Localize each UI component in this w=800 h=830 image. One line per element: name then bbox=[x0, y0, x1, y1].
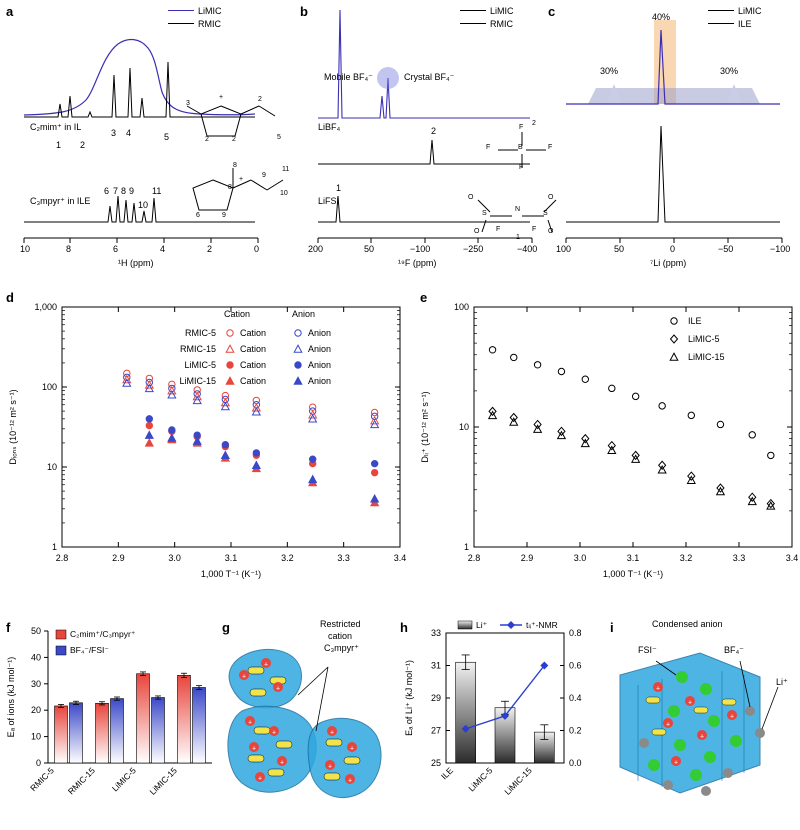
b-bf4-num: 2 bbox=[532, 120, 536, 127]
panel-d-point bbox=[309, 476, 317, 483]
panel-e-point bbox=[659, 403, 665, 409]
a-peak-4: 4 bbox=[126, 128, 132, 138]
panel-h-ylabel: Eₐ of Li⁺ (kJ mol⁻¹) bbox=[404, 660, 414, 736]
panel-d-xtick-label: 3.4 bbox=[393, 553, 407, 563]
b-bf4-f4: F bbox=[519, 164, 524, 171]
panel-d-point bbox=[371, 469, 377, 475]
svg-text:+: + bbox=[349, 745, 355, 753]
panel-h-legend-label-line: tₗᵢ⁺-NMR bbox=[526, 620, 558, 630]
svg-text:+: + bbox=[263, 661, 269, 669]
panel-label-e: e bbox=[420, 290, 428, 305]
panel-d-point bbox=[253, 450, 259, 456]
panel-d-legend-marker-cation bbox=[227, 362, 233, 368]
b-fsi-f1: F bbox=[496, 226, 501, 233]
panel-h-ytick-label: 31 bbox=[430, 660, 441, 671]
c-label-30-left: 30% bbox=[600, 66, 619, 76]
b-peak-2: 2 bbox=[431, 126, 437, 136]
panel-f-bar bbox=[178, 675, 191, 763]
panel-e-xtick-label: 3.0 bbox=[573, 553, 587, 563]
a-peak-11: 11 bbox=[152, 186, 162, 196]
svg-text:+: + bbox=[699, 733, 705, 741]
c-label-30-right: 30% bbox=[720, 66, 739, 76]
legend-label-rmic-a: RMIC bbox=[198, 18, 221, 29]
panel-e-ytick-label: 1 bbox=[463, 542, 469, 552]
panel-e-xtick-label: 3.2 bbox=[679, 553, 693, 563]
panel-d-legend-marker-cation bbox=[227, 330, 233, 336]
panel-d-legend-cation-text: Cation bbox=[240, 360, 267, 370]
panel-e-ylabel: Dₗᵢ⁺ (10⁻¹² m² s⁻¹) bbox=[420, 391, 430, 463]
panel-h-ytick-right-label: 0.8 bbox=[569, 628, 582, 638]
panel-f-ytick-label: 0 bbox=[35, 758, 41, 768]
a-peak-1: 1 bbox=[56, 140, 62, 150]
panel-f-bar bbox=[152, 698, 165, 763]
panel-f-bar bbox=[111, 699, 124, 763]
panel-f-ytick-label: 20 bbox=[30, 705, 41, 716]
svg-text:+: + bbox=[257, 775, 263, 783]
a-struct1-n3: 2 bbox=[258, 96, 262, 103]
legend-swatch-ile-c bbox=[708, 23, 734, 24]
panel-h-ytick-right-label: 0.2 bbox=[569, 725, 582, 736]
panel-d-point bbox=[169, 427, 175, 433]
panel-d-legend-marker-anion bbox=[294, 377, 302, 384]
panel-g-svg bbox=[220, 615, 400, 830]
panel-d-point bbox=[168, 434, 176, 441]
b-bf4-f2: F bbox=[548, 144, 553, 151]
panel-label-b: b bbox=[300, 4, 308, 19]
a-struct2-n8: 8 bbox=[228, 184, 232, 191]
panel-e-legend-label: LiMIC-5 bbox=[688, 334, 720, 344]
panel-d-legend-col-anion: Anion bbox=[292, 309, 316, 319]
b-trace1-label: LiBF₄ bbox=[318, 122, 341, 132]
b-bf4-f1: F bbox=[486, 144, 491, 151]
panel-h-svg bbox=[400, 615, 610, 830]
panel-d-xtick-label: 3.0 bbox=[168, 553, 181, 563]
panel-e-legend-marker bbox=[671, 335, 678, 343]
b-fsi-o3: O bbox=[474, 228, 480, 235]
panel-d-ylabel: Dᵢₒₙₛ (10⁻¹² m² s⁻¹) bbox=[8, 389, 18, 465]
panel-d-legend-marker-anion bbox=[295, 330, 301, 336]
panel-e-xtick-label: 3.3 bbox=[732, 553, 746, 563]
a-struct1-n4: 3 bbox=[186, 100, 190, 107]
b-bf4-b: B bbox=[518, 144, 523, 151]
panel-i-schematic-condensed-anion bbox=[610, 615, 800, 830]
svg-text:+: + bbox=[241, 673, 247, 681]
domain-blob-2 bbox=[228, 706, 316, 792]
a-peak-9: 9 bbox=[129, 186, 135, 196]
panel-d-legend-anion-text: Anion bbox=[308, 344, 332, 354]
panel-f-ytick-label: 50 bbox=[30, 626, 41, 636]
a-xtick-1: 8 bbox=[66, 244, 72, 254]
b-xlabel: ¹⁹F (ppm) bbox=[398, 258, 437, 268]
g-ann-line1: Restricted bbox=[320, 619, 361, 629]
panel-e-point bbox=[717, 421, 723, 427]
panel-d-legend-row-label: RMIC-15 bbox=[179, 344, 216, 354]
a-peak-3: 3 bbox=[111, 128, 117, 138]
b-xtick-3: −250 bbox=[463, 244, 484, 254]
c-xlabel: ⁷Li (ppm) bbox=[650, 258, 687, 268]
svg-text:+: + bbox=[275, 685, 281, 693]
structure-c2mim bbox=[185, 88, 295, 168]
svg-text:+: + bbox=[327, 763, 333, 771]
a-trace1-label: C₂mim⁺ in IL bbox=[30, 122, 82, 132]
panel-h-legend-label-bar: Li⁺ bbox=[476, 620, 488, 630]
panel-d-legend-marker-cation bbox=[226, 345, 234, 352]
panel-label-f: f bbox=[6, 620, 11, 635]
panel-f-ytick-label: 40 bbox=[30, 652, 41, 663]
panel-f-legend-swatch bbox=[56, 646, 66, 655]
a-struct1-n5: 5 bbox=[277, 134, 281, 141]
panel-label-g: g bbox=[222, 620, 230, 635]
a-peak-6: 6 bbox=[104, 186, 110, 196]
panel-d-legend-anion-text: Anion bbox=[308, 360, 332, 370]
a-xtick-2: 6 bbox=[113, 244, 119, 254]
panel-f-bar bbox=[70, 703, 83, 763]
panel-label-c: c bbox=[548, 4, 556, 19]
panel-e-diffusion-li bbox=[412, 285, 800, 605]
panel-d-ytick-label: 10 bbox=[46, 462, 57, 472]
a-struct2-n7: 8 bbox=[233, 162, 237, 169]
panel-d-xtick-label: 2.8 bbox=[55, 553, 69, 563]
panel-e-xtick-label: 2.9 bbox=[520, 553, 534, 563]
panel-e-xlabel: 1,000 T⁻¹ (K⁻¹) bbox=[602, 569, 664, 579]
panel-e-point bbox=[558, 368, 564, 374]
b-fsi-o2: O bbox=[548, 194, 554, 201]
panel-e-point bbox=[582, 376, 588, 382]
svg-text:+: + bbox=[251, 745, 257, 753]
b-fsi-o1: O bbox=[468, 194, 474, 201]
panel-d-point bbox=[146, 439, 154, 446]
panel-h-legend-swatch-bar bbox=[458, 621, 472, 629]
panel-e-ytick-label: 10 bbox=[458, 422, 469, 432]
trace-ile-7li bbox=[566, 126, 780, 222]
panel-d-xtick-label: 3.2 bbox=[281, 553, 294, 563]
b-xtick-0: 200 bbox=[308, 244, 324, 254]
panel-d-point bbox=[371, 495, 379, 502]
b-xtick-4: −400 bbox=[517, 244, 538, 254]
panel-d-point bbox=[146, 431, 154, 438]
panel-g-schematic-restricted-cation bbox=[220, 615, 400, 830]
b-trace2-label: LiFSI bbox=[318, 196, 340, 206]
panel-d-svg bbox=[0, 285, 410, 605]
panel-f-legend-swatch bbox=[56, 630, 66, 639]
i-label-fsi: FSI⁻ bbox=[638, 645, 657, 655]
panel-f-bar bbox=[193, 687, 206, 763]
panel-d-legend-row-label: LiMIC-15 bbox=[179, 376, 216, 386]
panel-e-xtick-label: 2.8 bbox=[467, 553, 481, 563]
panel-label-h: h bbox=[400, 620, 408, 635]
panel-e-point bbox=[511, 354, 517, 360]
panel-h-ytick-label: 33 bbox=[430, 628, 441, 638]
a-struct1-n2a: 2 bbox=[205, 136, 209, 143]
panel-d-ytick-label: 1 bbox=[51, 542, 57, 552]
panel-d-ytick-label: 1,000 bbox=[34, 302, 57, 312]
a-xtick-0: 10 bbox=[20, 244, 31, 254]
panel-e-legend-label: ILE bbox=[688, 316, 702, 326]
b-ann-mobile: Mobile BF₄⁻ bbox=[324, 72, 373, 82]
panel-d-legend-anion-text: Anion bbox=[308, 328, 332, 338]
b-xtick-2: −100 bbox=[410, 244, 431, 254]
panel-d-legend-col-cation: Cation bbox=[224, 309, 251, 319]
crystal-bf4-highlight bbox=[377, 67, 399, 89]
panel-e-point bbox=[688, 412, 694, 418]
panel-d-xtick-label: 2.9 bbox=[112, 553, 125, 563]
panel-f-bar bbox=[137, 674, 150, 763]
i-label-li: Li⁺ bbox=[776, 677, 788, 687]
panel-f-xtick-label: LiMIC-15 bbox=[147, 765, 179, 797]
b-fsi-f2: F bbox=[532, 226, 537, 233]
panel-e-legend-marker bbox=[671, 318, 677, 324]
domain-slab-i bbox=[620, 653, 760, 793]
panel-d-point bbox=[222, 452, 230, 459]
i-label-bf4: BF₄⁻ bbox=[724, 645, 744, 655]
panel-e-point bbox=[768, 452, 774, 458]
svg-text:+: + bbox=[655, 685, 661, 693]
panel-d-xlabel: 1,000 T⁻¹ (K⁻¹) bbox=[200, 569, 262, 579]
legend-swatch-limic-a bbox=[168, 10, 194, 11]
b-fsi-n: N bbox=[515, 206, 521, 213]
panel-d-legend-anion-text: Anion bbox=[308, 376, 332, 386]
c-xtick-1: 50 bbox=[614, 244, 625, 254]
a-struct2-n11: 11 bbox=[282, 166, 290, 173]
a-struct2-plus: + bbox=[239, 176, 244, 183]
legend-label-rmic-b: RMIC bbox=[490, 18, 513, 29]
panel-label-a: a bbox=[6, 4, 14, 19]
panel-h-ytick-label: 27 bbox=[430, 725, 441, 736]
panel-d-diffusion-ions bbox=[0, 285, 410, 605]
panel-f-ytick-label: 30 bbox=[30, 678, 41, 689]
panel-h-bar bbox=[456, 662, 476, 763]
b-fsi-num: 1 bbox=[516, 234, 520, 241]
svg-text:+: + bbox=[665, 721, 671, 729]
panel-f-xtick-label: LiMIC-5 bbox=[109, 765, 138, 794]
legend-label-limic-c: LiMIC bbox=[738, 5, 762, 16]
legend-swatch-limic-c bbox=[708, 10, 734, 11]
panel-label-d: d bbox=[6, 290, 14, 305]
panel-a-legend bbox=[168, 4, 222, 30]
a-peak-10: 10 bbox=[138, 200, 149, 210]
panel-d-point bbox=[371, 460, 377, 466]
b-fsi-s1: S bbox=[482, 210, 487, 217]
panel-c-nmr-7li bbox=[548, 0, 800, 275]
panel-d-legend-marker-anion bbox=[295, 362, 301, 368]
panel-d-point bbox=[146, 422, 152, 428]
panel-a-nmr-1h bbox=[0, 0, 300, 275]
legend-label-limic-a: LiMIC bbox=[198, 5, 222, 16]
b-xtick-1: 50 bbox=[364, 244, 375, 254]
panel-d-ytick-label: 100 bbox=[41, 382, 57, 392]
c-xtick-4: −100 bbox=[770, 244, 791, 254]
a-struct1-n2b: 2 bbox=[232, 136, 236, 143]
svg-text:+: + bbox=[729, 713, 735, 721]
panel-d-xtick-label: 3.1 bbox=[224, 553, 238, 563]
panel-e-legend-label: LiMIC-15 bbox=[688, 352, 725, 362]
panel-f-bar bbox=[55, 706, 68, 763]
svg-text:+: + bbox=[279, 759, 285, 767]
svg-text:+: + bbox=[329, 729, 335, 737]
panel-e-xtick-label: 3.4 bbox=[785, 553, 799, 563]
panel-e-point bbox=[632, 393, 638, 399]
a-struct1-plus: + bbox=[219, 94, 224, 101]
panel-d-point bbox=[146, 416, 152, 422]
g-ann-line2: cation bbox=[328, 631, 353, 641]
panel-d-frame bbox=[62, 307, 400, 547]
b-bf4-f3: F bbox=[519, 124, 524, 131]
panel-d-legend-cation-text: Cation bbox=[240, 328, 267, 338]
panel-f-ylabel: Eₐ of ions (kJ mol⁻¹) bbox=[6, 656, 16, 738]
svg-text:+: + bbox=[271, 729, 277, 737]
a-peak-7: 7 bbox=[113, 186, 119, 196]
panel-d-legend-row-label: RMIC-5 bbox=[185, 328, 216, 338]
a-struct2-n9b: 9 bbox=[222, 212, 226, 219]
panel-e-point bbox=[609, 385, 615, 391]
panel-f-legend-label: C₂mim⁺/C₃mpyr⁺ bbox=[70, 629, 136, 639]
panel-h-ytick-label: 25 bbox=[430, 758, 441, 768]
panel-e-frame bbox=[474, 307, 792, 547]
c-xtick-3: −50 bbox=[718, 244, 734, 254]
panel-f-legend-label: BF₄⁻/FSI⁻ bbox=[70, 645, 109, 655]
a-struct2-n6: 6 bbox=[196, 212, 200, 219]
panel-b-legend bbox=[460, 4, 514, 30]
panel-h-ytick-right-label: 0.0 bbox=[569, 758, 582, 768]
panel-f-activation-ions bbox=[0, 615, 220, 830]
b-peak-1: 1 bbox=[336, 183, 342, 193]
panel-e-point bbox=[534, 362, 540, 368]
panel-e-legend-marker bbox=[670, 353, 678, 360]
panel-e-svg bbox=[412, 285, 800, 605]
c-xtick-2: 0 bbox=[670, 244, 676, 254]
panel-f-xtick-label: RMIC-15 bbox=[65, 765, 97, 797]
svg-text:+: + bbox=[347, 777, 353, 785]
panel-h-legend-marker bbox=[507, 621, 515, 629]
panel-e-xtick-label: 3.1 bbox=[626, 553, 640, 563]
c-label-40: 40% bbox=[652, 12, 671, 22]
svg-text:+: + bbox=[673, 759, 679, 767]
a-peak-5: 5 bbox=[164, 132, 170, 142]
panel-b-nmr-19f bbox=[300, 0, 554, 275]
i-title: Condensed anion bbox=[652, 619, 723, 629]
legend-label-ile-c: ILE bbox=[738, 18, 752, 29]
panel-d-legend-cation-text: Cation bbox=[240, 376, 267, 386]
panel-f-xtick-label: RMIC-5 bbox=[28, 765, 56, 794]
panel-d-point bbox=[253, 462, 261, 469]
panel-f-ytick-label: 10 bbox=[30, 731, 41, 742]
a-peak-2: 2 bbox=[80, 140, 86, 150]
a-xtick-5: 0 bbox=[254, 244, 260, 254]
panel-e-ytick-label: 100 bbox=[453, 302, 469, 312]
svg-text:+: + bbox=[247, 719, 253, 727]
panel-h-xtick-label: ILE bbox=[438, 765, 456, 782]
panel-e-point bbox=[749, 432, 755, 438]
b-fsi-s2: S bbox=[543, 210, 548, 217]
a-trace2-label: C₃mpyr⁺ in ILE bbox=[30, 196, 91, 206]
legend-swatch-limic-b bbox=[460, 10, 486, 11]
leader-line-li bbox=[762, 687, 778, 729]
a-xlabel: ¹H (ppm) bbox=[118, 258, 154, 268]
panel-d-legend-cation-text: Cation bbox=[240, 344, 267, 354]
legend-label-limic-b: LiMIC bbox=[490, 5, 514, 16]
panel-d-legend-marker-anion bbox=[294, 345, 302, 352]
b-ann-crystal: Crystal BF₄⁻ bbox=[404, 72, 455, 82]
panel-f-bar bbox=[96, 703, 109, 763]
structure-c3mpyr bbox=[185, 160, 295, 240]
panel-h-xtick-label: LiMIC-15 bbox=[502, 765, 534, 797]
a-peak-8: 8 bbox=[121, 186, 127, 196]
g-ann-line3: C₃mpyr⁺ bbox=[324, 643, 359, 653]
panel-d-point bbox=[309, 456, 315, 462]
panel-d-xtick-label: 3.3 bbox=[337, 553, 350, 563]
legend-swatch-rmic-a bbox=[168, 23, 194, 24]
panel-e-point bbox=[489, 347, 495, 353]
svg-text:+: + bbox=[687, 699, 693, 707]
panel-c-legend bbox=[708, 4, 762, 30]
a-xtick-4: 2 bbox=[207, 244, 213, 254]
c-xtick-0: 100 bbox=[556, 244, 572, 254]
panel-h-activation-li bbox=[400, 615, 610, 830]
panel-h-xtick-label: LiMIC-5 bbox=[466, 765, 495, 794]
panel-c-svg bbox=[548, 0, 800, 275]
panel-d-legend-row-label: LiMIC-5 bbox=[184, 360, 216, 370]
panel-label-i: i bbox=[610, 620, 614, 635]
legend-swatch-rmic-b bbox=[460, 23, 486, 24]
a-xtick-3: 4 bbox=[160, 244, 166, 254]
panel-h-ytick-label: 29 bbox=[430, 693, 441, 703]
panel-f-svg bbox=[0, 615, 220, 830]
panel-h-ytick-right-label: 0.6 bbox=[569, 660, 582, 671]
panel-d-point bbox=[222, 441, 228, 447]
panel-h-ytick-right-label: 0.4 bbox=[569, 693, 582, 703]
a-struct2-n9a: 9 bbox=[262, 172, 266, 179]
a-struct2-n10: 10 bbox=[280, 190, 288, 197]
axis-x-c-ticks bbox=[566, 238, 782, 243]
b-fsi-o4: O bbox=[548, 228, 554, 235]
panel-d-legend-marker-cation bbox=[226, 377, 234, 384]
